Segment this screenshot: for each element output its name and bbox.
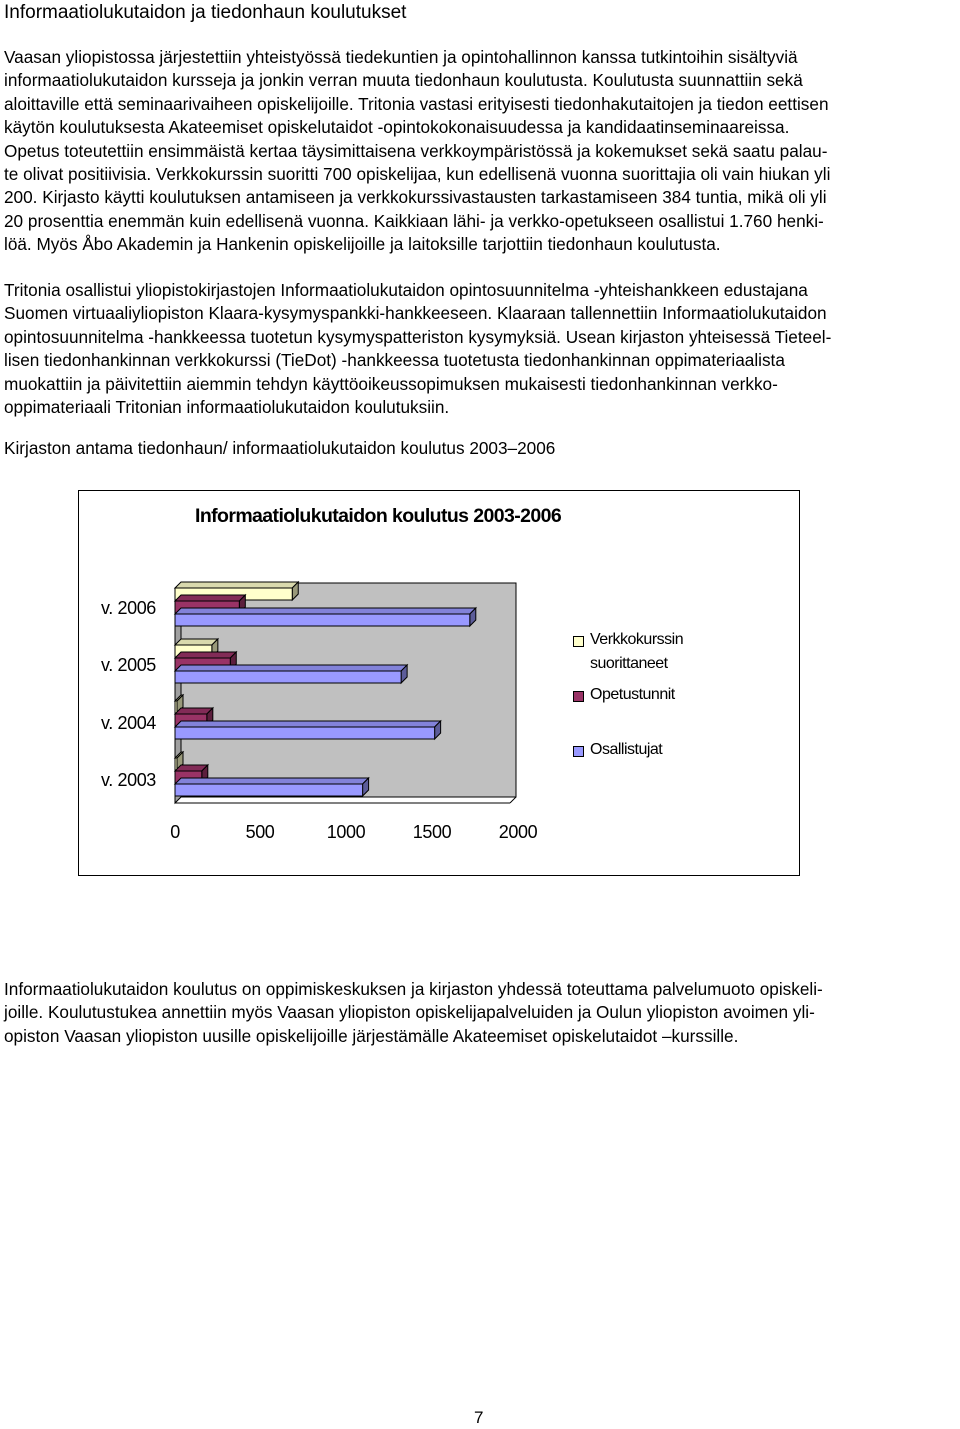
text-line: lisen tiedonhankinnan verkkokurssi (TieDot) -hankkeessa tuotetusta tiedonhankinnan oppimateriaalista xyxy=(4,350,785,371)
text-line: opiston Vaasan yliopiston uusille opiskelijoille järjestämälle Akateemiset opiskelutaidot –kurssille. xyxy=(4,1025,739,1046)
x-tick-label: 1000 xyxy=(326,822,366,842)
text-line: 20 prosenttia enemmän kuin edellisenä vuonna. Kaikkiaan lähi- ja verkko-opetukseen osallistui 1.760 henki- xyxy=(4,210,824,231)
bar xyxy=(175,614,470,626)
text-line: käytön koulutuksesta Akateemiset opiskelutaidot -opintokokonaisuudessa ja kandidaatinseminaareissa. xyxy=(4,117,790,138)
legend-label-opetustunnit: Opetustunnit xyxy=(590,686,675,703)
text-line: oppimateriaali Tritonian informaatiolukutaidon koulutuksiin. xyxy=(4,397,450,418)
text-line: muokattiin ja päivitettiin aiemmin tehdyn käyttöoikeussopimuksen mukaisesti tiedonhankinnan verkko- xyxy=(4,373,778,394)
bar xyxy=(175,671,401,683)
bar-top-face xyxy=(175,665,407,671)
text-line: Tritonia osallistui yliopistokirjastojen Informaatiolukutaidon opintosuunnitelma -yhteishankkeen edustajana xyxy=(4,280,808,300)
x-tick-label: 1500 xyxy=(412,822,452,842)
text-line: Kirjaston antama tiedonhaun/ informaatiolukutaidon koulutus 2003–2006 xyxy=(4,438,556,458)
bar-top-face xyxy=(175,595,245,601)
x-tick-label: 2000 xyxy=(498,822,538,842)
bar xyxy=(175,727,435,739)
paragraph-yhteistyo xyxy=(4,978,956,1048)
x-tick-label: 500 xyxy=(245,822,275,842)
x-tick-label: 0 xyxy=(170,822,180,842)
legend-label-osallistujat: Osallistujat xyxy=(590,741,663,758)
text-line: te olivat positiivisia. Verkkokurssin suoritti 700 opiskelijaa, kun edellisenä vuonna suorittajia oli vain hiukan yli xyxy=(4,164,831,185)
text-line: Suomen virtuaaliyliopiston Klaara-kysymyspankki-hankkeeseen. Klaaraan tallennettiin Informaatiolukutaidon xyxy=(4,303,827,324)
legend-label-line: suorittaneet xyxy=(590,655,668,672)
bar-top-face xyxy=(175,721,441,727)
bar-top-face xyxy=(175,778,369,784)
text-line: Opetus toteutettiin ensimmäistä kertaa täysimittaisena verkkoympäristössä ja kokemukset sekä saatu palau- xyxy=(4,140,828,161)
text-line: löä. Myös Åbo Akademin ja Hankenin opiskelijoille ja laitoksille tarjottiin tiedonhaun koulutusta. xyxy=(4,234,721,255)
text-line: aloittaville että seminaarivaiheen opiskelijoille. Tritonia vastasi erityisesti tiedonhakutaitojen ja tiedon eettisen xyxy=(4,93,829,114)
text-line: 200. Kirjasto käytti koulutuksen antamiseen ja verkkokurssivastausten tarkastamiseen 384 tuntia, mikä oli yli xyxy=(4,187,827,208)
legend-swatch-osallistujat xyxy=(573,746,584,757)
text-line: Vaasan yliopistossa järjestettiin yhteistyössä tiedekuntien ja opintohallinnon kanssa tutkintoihin sisältyviä xyxy=(4,47,798,67)
y-tick-label: v. 2004 xyxy=(101,713,156,733)
bar xyxy=(175,784,363,796)
text-line: Informaatiolukutaidon koulutus on oppimiskeskuksen ja kirjaston yhdessä toteuttama palvelumuoto opiskeli- xyxy=(4,979,823,999)
bar xyxy=(175,701,177,713)
bar-top-face xyxy=(175,639,218,645)
bar xyxy=(175,758,177,770)
bar-top-face xyxy=(175,608,476,614)
text-line: informaatiolukutaidon kursseja ja jonkin verran muuta tiedonhaun koulutusta. Koulutusta suunnattiin sekä xyxy=(4,70,803,91)
text-line: joille. Koulutustukea annettiin myös Vaasan yliopiston opiskelijapalveluiden ja Oulun yliopiston avoimen yli- xyxy=(4,1002,815,1023)
legend-swatch-opetustunnit xyxy=(573,691,584,702)
bar-top-face xyxy=(175,582,298,588)
legend-label-line: Verkkokurssin xyxy=(590,631,684,648)
y-tick-label: v. 2005 xyxy=(101,655,156,675)
y-tick-label: v. 2006 xyxy=(101,598,156,618)
y-tick-label: v. 2003 xyxy=(101,770,156,790)
section-heading: Informaatiolukutaidon ja tiedonhaun koulutukset xyxy=(4,2,407,23)
chart-title: Informaatiolukutaidon koulutus 2003-2006 xyxy=(195,505,562,527)
legend-label-verkkokurssin xyxy=(590,628,683,676)
x-axis-depth xyxy=(510,797,516,803)
legend-swatch-verkkokurssin xyxy=(573,636,584,647)
text-line: opintosuunnitelma -hankkeessa tuotetun kysymyspatteriston kysymyksiä. Usean kirjaston yhteisessä Tieteel- xyxy=(4,326,832,347)
bar-top-face xyxy=(175,652,236,658)
page-number: 7 xyxy=(474,1408,484,1427)
